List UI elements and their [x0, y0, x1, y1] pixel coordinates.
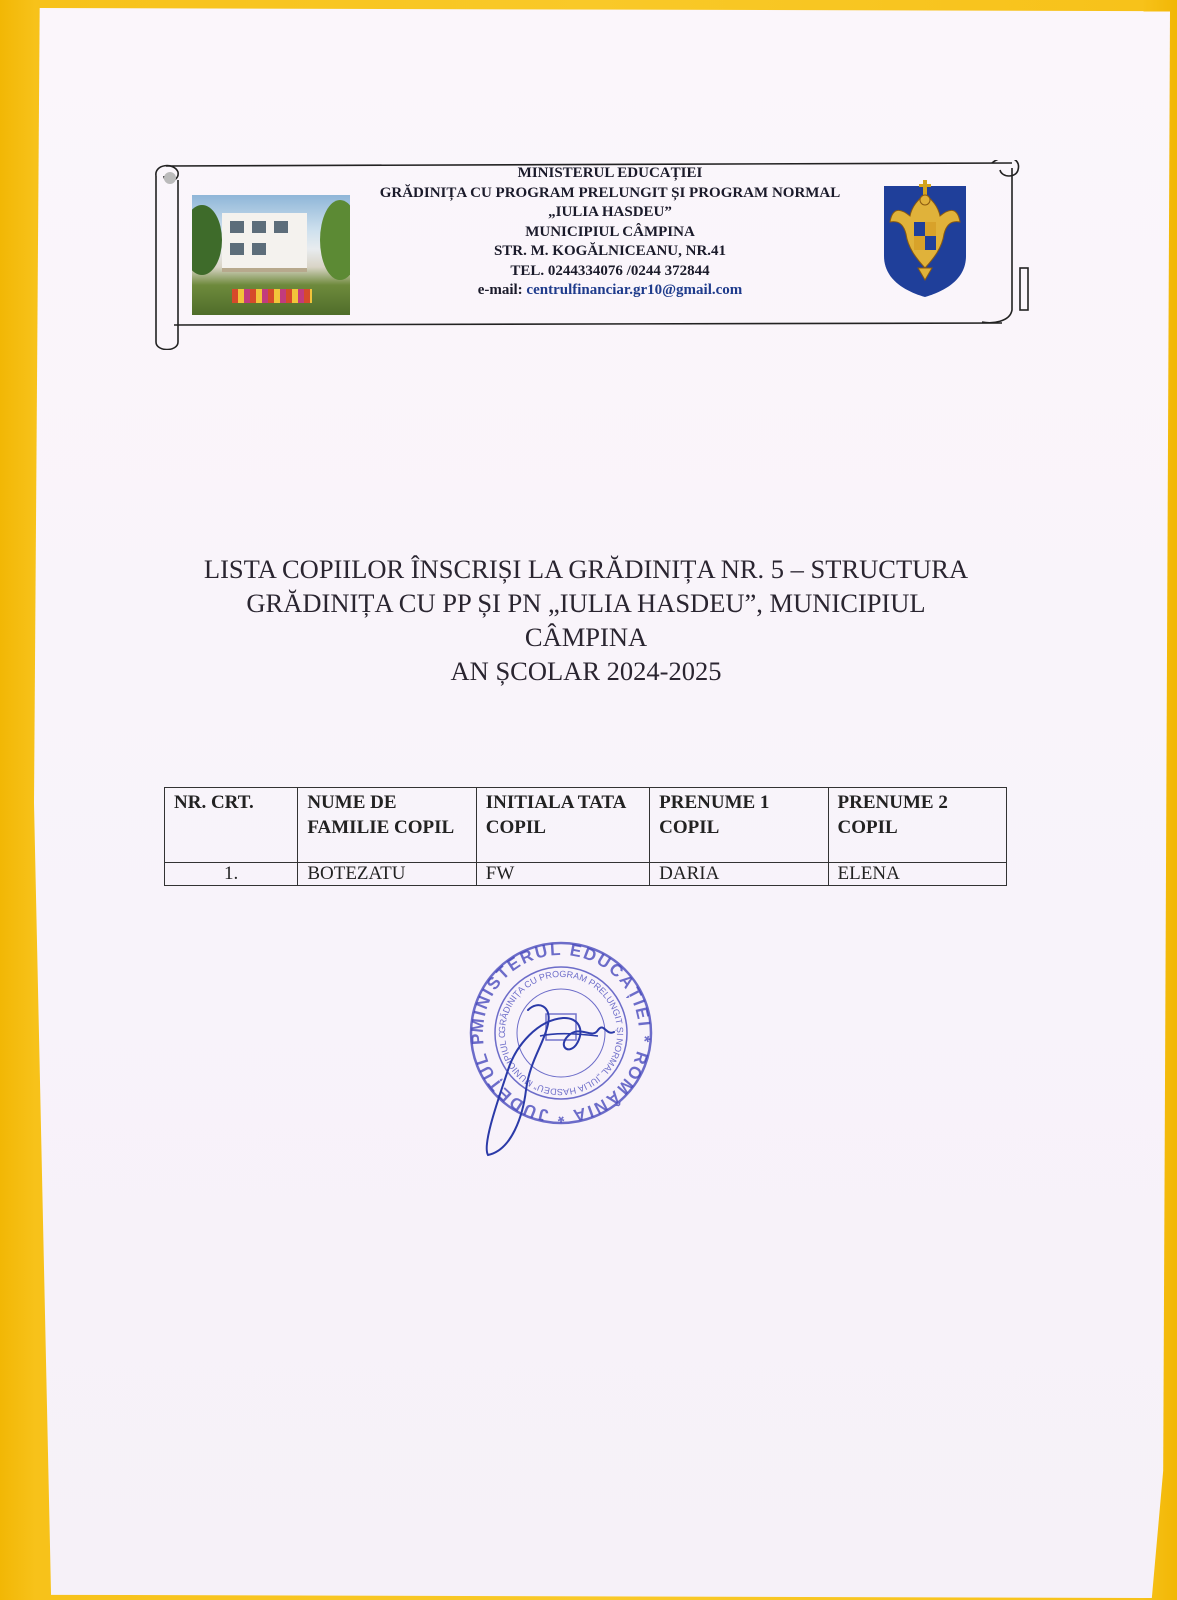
title-line-2: GRĂDINIȚA CU PP ȘI PN „IULIA HASDEU”, MUNICIPIUL [246, 588, 926, 618]
col-header-father-initial: INITIALA TATA COPIL [476, 788, 649, 863]
title-line-1: LISTA COPIILOR ÎNSCRIȘI LA GRĂDINIȚA NR. 5 – STRUCTURA [203, 554, 969, 584]
col-header-last-name: NUME DE FAMILIE COPIL [298, 788, 476, 863]
header-line-email [350, 281, 870, 301]
header-line-kindergarten: GRĂDINIȚA CU PROGRAM PRELUNGIT ȘI PROGRAM NORMAL [379, 184, 841, 201]
header-line-municipality: MUNICIPIUL CÂMPINA [525, 223, 695, 240]
svg-text:MINISTERUL EDUCAȚIEI * ROMÂNIA [468, 940, 654, 1126]
official-stamp [468, 940, 654, 1160]
stamp-outer-text: MINISTERUL EDUCAȚIEI * ROMÂNIA * JUDEȚUL P [468, 940, 654, 1127]
table-row [165, 863, 1007, 886]
cell-first-name-1: DARIA [650, 863, 828, 886]
header-line-address: STR. M. KOGĂLNICEANU, NR.41 [493, 243, 727, 259]
col-header-nr: NR. CRT. [165, 788, 298, 863]
enrollment-table [164, 787, 1007, 886]
col-header-first-name-2: PRENUME 2 COPIL [828, 788, 1006, 863]
document-title [140, 552, 1032, 688]
header-line-phone: TEL. 0244334076 /0244 372844 [510, 262, 710, 279]
title-line-4: AN ȘCOLAR 2024-2025 [450, 656, 722, 686]
stamp-inner-text: GRĂDINIȚA CU PROGRAM PRELUNGIT ȘI NORMAL „IULIA HASDEU” MUNICIPIUL C [496, 968, 626, 1098]
institution-header [350, 164, 870, 301]
cell-nr: 1. [165, 863, 298, 886]
email-label: e-mail: [477, 282, 527, 298]
email-address: centrulfinanciar.gr10@gmail.com [526, 282, 743, 298]
table-header-row [165, 788, 1007, 863]
kindergarten-photo [192, 195, 350, 315]
col-header-first-name-1: PRENUME 1 COPIL [650, 788, 828, 863]
coat-of-arms-icon [882, 176, 968, 298]
cell-last-name: BOTEZATU [298, 863, 476, 886]
cell-father-initial: FW [476, 863, 649, 886]
header-line-name: „IULIA HASDEU” [548, 204, 672, 220]
header-line-ministry: MINISTERUL EDUCAȚIEI [517, 165, 703, 181]
title-line-3: CÂMPINA [524, 622, 648, 652]
cell-first-name-2: ELENA [828, 863, 1006, 886]
